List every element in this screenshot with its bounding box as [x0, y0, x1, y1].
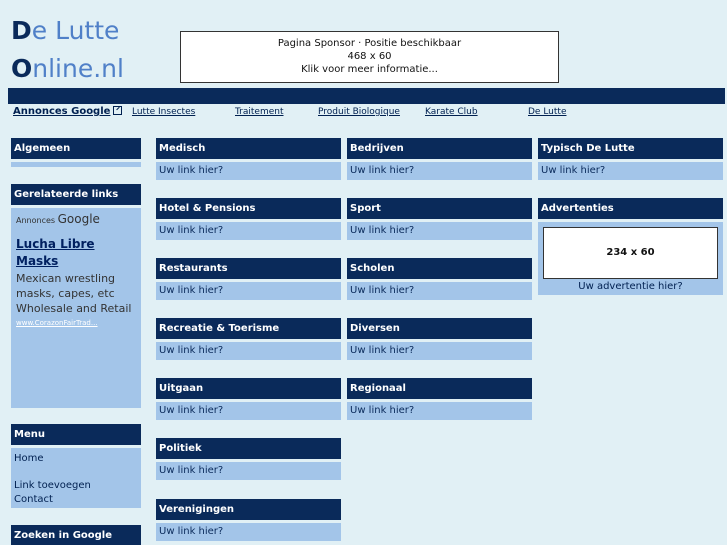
toplink-traitement[interactable]: Traitement	[235, 107, 284, 117]
category-uitgaan	[156, 378, 341, 420]
category-header: Diversen	[347, 318, 532, 339]
category-header: Scholen	[347, 258, 532, 279]
google-logo-text: Google	[57, 212, 100, 226]
typisch-de-lutte-header: Typisch De Lutte	[538, 138, 723, 159]
category-header: Politiek	[156, 438, 341, 459]
category-header: Recreatie & Toerisme	[156, 318, 341, 339]
category-regionaal	[347, 378, 532, 420]
category-header: Bedrijven	[347, 138, 532, 159]
sponsor-info-link[interactable]: Klik voor meer informatie...	[301, 64, 438, 75]
menu-body	[11, 448, 141, 508]
category-header: Sport	[347, 198, 532, 219]
annonces-google-mark[interactable]	[16, 212, 136, 226]
annonces-label: Annonces	[16, 216, 56, 225]
google-link-bar	[0, 105, 727, 125]
menu-spacer	[14, 466, 138, 479]
category-header: Medisch	[156, 138, 341, 159]
external-link-icon	[113, 106, 122, 115]
category-header: Restaurants	[156, 258, 341, 279]
logo-initial-d: D	[11, 16, 32, 45]
category-hotel-pensions	[156, 198, 341, 240]
logo-line1: e Lutte	[31, 16, 120, 45]
algemeen-header: Algemeen	[11, 138, 141, 159]
google-ad-title[interactable]: Lucha Libre Masks	[16, 237, 95, 268]
advertenties-header: Advertenties	[538, 198, 723, 219]
top-divider-bar	[8, 88, 725, 104]
category-medisch	[156, 138, 341, 180]
sponsor-size: 468 x 60	[347, 51, 392, 62]
category-verenigingen	[156, 499, 341, 541]
category-link[interactable]: Uw link hier?	[156, 462, 341, 480]
logo-line2: nline.nl	[32, 54, 124, 83]
menu-header: Menu	[11, 424, 141, 445]
category-header: Verenigingen	[156, 499, 341, 520]
category-recreatie-toerisme	[156, 318, 341, 360]
category-bedrijven	[347, 138, 532, 180]
menu-item-home[interactable]: Home	[14, 453, 44, 464]
category-link[interactable]: Uw link hier?	[156, 402, 341, 420]
category-link[interactable]: Uw link hier?	[156, 342, 341, 360]
algemeen-box	[11, 138, 141, 167]
menu-box	[11, 424, 141, 508]
category-restaurants	[156, 258, 341, 300]
category-header: Uitgaan	[156, 378, 341, 399]
google-ad-url[interactable]: www.CorazonFairTrad...	[16, 319, 98, 327]
search-header: Zoeken in Google	[11, 525, 141, 545]
annonces-google-label: Annonces Google	[13, 106, 111, 117]
annonces-google-link[interactable]	[13, 106, 122, 117]
category-sport	[347, 198, 532, 240]
toplink-produit-biologique[interactable]: Produit Biologique	[318, 107, 400, 117]
category-link[interactable]: Uw link hier?	[347, 222, 532, 240]
toplink-de-lutte[interactable]: De Lutte	[528, 107, 567, 117]
category-link[interactable]: Uw link hier?	[347, 162, 532, 180]
sponsor-title: Pagina Sponsor · Positie beschikbaar	[277, 38, 462, 49]
category-scholen	[347, 258, 532, 300]
category-diversen	[347, 318, 532, 360]
category-politiek	[156, 438, 341, 480]
category-header: Regionaal	[347, 378, 532, 399]
category-link[interactable]: Uw link hier?	[156, 162, 341, 180]
advertenties-body	[538, 222, 723, 295]
site-logo[interactable]	[11, 12, 124, 88]
ad-placeholder-234x60[interactable]: 234 x 60	[543, 227, 718, 279]
google-ad-description: Mexican wrestling masks, capes, etc Wholesale and Retail	[16, 272, 132, 315]
logo-initial-o: O	[11, 54, 33, 83]
category-link[interactable]: Uw link hier?	[347, 342, 532, 360]
google-ad-unit	[11, 208, 141, 408]
algemeen-body	[11, 162, 141, 167]
advertentie-link[interactable]: Uw advertentie hier?	[578, 281, 683, 292]
typisch-de-lutte-link[interactable]: Uw link hier?	[538, 162, 723, 180]
category-link[interactable]: Uw link hier?	[156, 523, 341, 541]
category-link[interactable]: Uw link hier?	[347, 282, 532, 300]
menu-item-contact[interactable]: Contact	[14, 494, 53, 505]
related-links-header: Gerelateerde links	[11, 184, 141, 205]
toplink-lutte-insectes[interactable]: Lutte Insectes	[132, 107, 196, 117]
category-link[interactable]: Uw link hier?	[156, 282, 341, 300]
typisch-de-lutte-box	[538, 138, 723, 180]
sponsor-banner[interactable]	[180, 31, 559, 83]
menu-item-link-toevoegen[interactable]: Link toevoegen	[14, 480, 91, 491]
related-links-box	[11, 184, 141, 408]
category-link[interactable]: Uw link hier?	[347, 402, 532, 420]
category-link[interactable]: Uw link hier?	[156, 222, 341, 240]
search-box	[11, 525, 141, 545]
category-header: Hotel & Pensions	[156, 198, 341, 219]
advertenties-box	[538, 198, 723, 295]
toplink-karate-club[interactable]: Karate Club	[425, 107, 478, 117]
